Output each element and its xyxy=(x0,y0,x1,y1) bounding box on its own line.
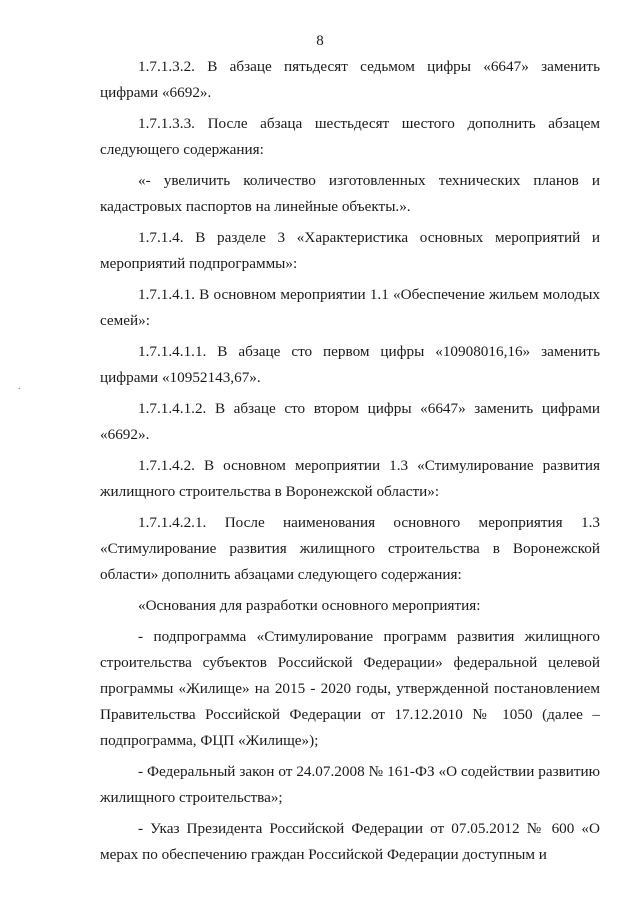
document-body xyxy=(100,54,600,868)
paragraph-1-7-1-4-2: 1.7.1.4.2. В основном мероприятии 1.3 «Стимулирование развития жилищного строительства в Воронежской области»: xyxy=(100,457,600,500)
paragraph-federal-law-item: - Федеральный закон от 24.07.2008 № 161-ФЗ «О содействии развитию жилищного строительства»; xyxy=(100,763,600,806)
paragraph-1-7-1-3-3: 1.7.1.3.3. После абзаца шестьдесят шестого дополнить абзацем следующего содержания: xyxy=(100,115,600,158)
paragraph-basis-heading: «Основания для разработки основного мероприятия: xyxy=(138,597,481,614)
paragraph-1-7-1-3-2: 1.7.1.3.2. В абзаце пятьдесят седьмом цифры «6647» заменить цифрами «6692». xyxy=(100,58,600,101)
page-number: 8 xyxy=(316,33,324,49)
paragraph-1-7-1-4: 1.7.1.4. В разделе 3 «Характеристика основных мероприятий и мероприятий подпрограммы»: xyxy=(100,229,600,272)
paragraph-subprogram-item: - подпрограмма «Стимулирование программ развития жилищного строительства субъектов Российской Федерации» федеральной целевой программы «Жилище» на 2015 - 2020 годы, утвержденной постановлением Правительства Российской Федерации от 17.12.2010 № 1050 (далее – подпрограмма, ФЦП «Жилище»); xyxy=(100,628,600,749)
paragraph-1-7-1-4-1-2: 1.7.1.4.1.2. В абзаце сто втором цифры «6647» заменить цифрами «6692». xyxy=(100,400,600,443)
paragraph-1-7-1-4-1-1: 1.7.1.4.1.1. В абзаце сто первом цифры «10908016,16» заменить цифрами «10952143,67». xyxy=(100,343,600,386)
paragraph-quoted-item: «- увеличить количество изготовленных технических планов и кадастровых паспортов на линейные объекты.». xyxy=(100,172,600,215)
paragraph-presidential-decree-item: - Указ Президента Российской Федерации от 07.05.2012 № 600 «О мерах по обеспечению граждан Российской Федерации доступным и xyxy=(100,820,600,863)
paragraph-1-7-1-4-1: 1.7.1.4.1. В основном мероприятии 1.1 «Обеспечение жильем молодых семей»: xyxy=(100,286,600,329)
paragraph-1-7-1-4-2-1: 1.7.1.4.2.1. После наименования основного мероприятия 1.3 «Стимулирование развития жилищного строительства в Воронежской области» дополнить абзацами следующего содержания: xyxy=(100,514,600,583)
margin-mark: . xyxy=(18,381,21,392)
